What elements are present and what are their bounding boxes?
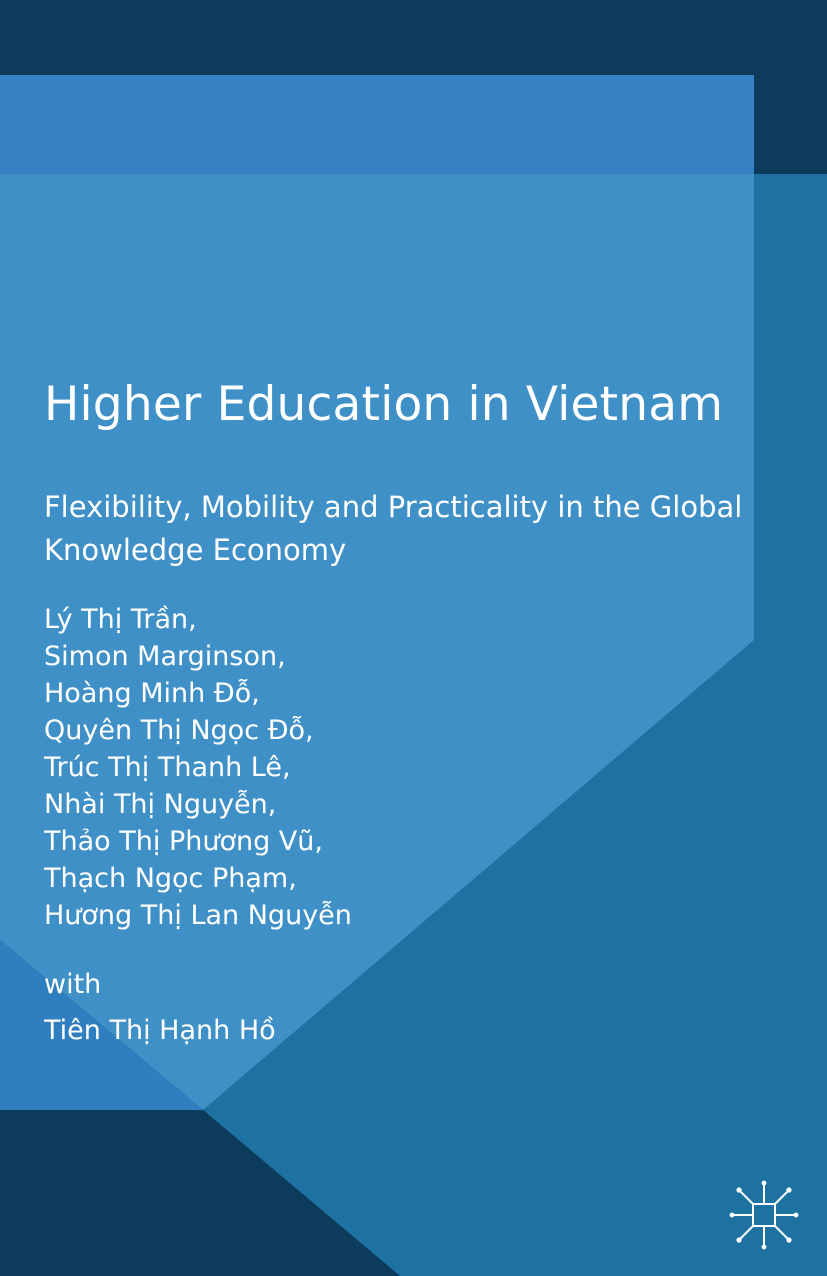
author-name: Thạch Ngọc Phạm, — [44, 863, 297, 894]
author-name: Nhài Thị Nguyễn, — [44, 789, 277, 820]
coauthor-name: Tiên Thị Hạnh Hồ — [44, 1015, 276, 1046]
author-name: Trúc Thị Thanh Lê, — [44, 752, 291, 783]
author-name: Hoàng Minh Đỗ, — [44, 678, 260, 709]
author-name: Simon Marginson, — [44, 641, 286, 672]
publisher-logo-icon — [729, 1180, 799, 1250]
author-name: Hương Thị Lan Nguyễn — [44, 900, 352, 931]
author-name: Quyên Thị Ngọc Đỗ, — [44, 715, 314, 746]
author-list — [44, 601, 352, 934]
author-name: Lý Thị Trần, — [44, 604, 197, 635]
book-title: Higher Education in Vietnam — [44, 377, 724, 432]
with-label: with — [44, 969, 102, 1000]
book-subtitle: Flexibility, Mobility and Practicality in the Global Knowledge Economy — [44, 490, 743, 567]
author-name: Thảo Thị Phương Vũ, — [44, 826, 323, 857]
top-band — [0, 75, 754, 174]
